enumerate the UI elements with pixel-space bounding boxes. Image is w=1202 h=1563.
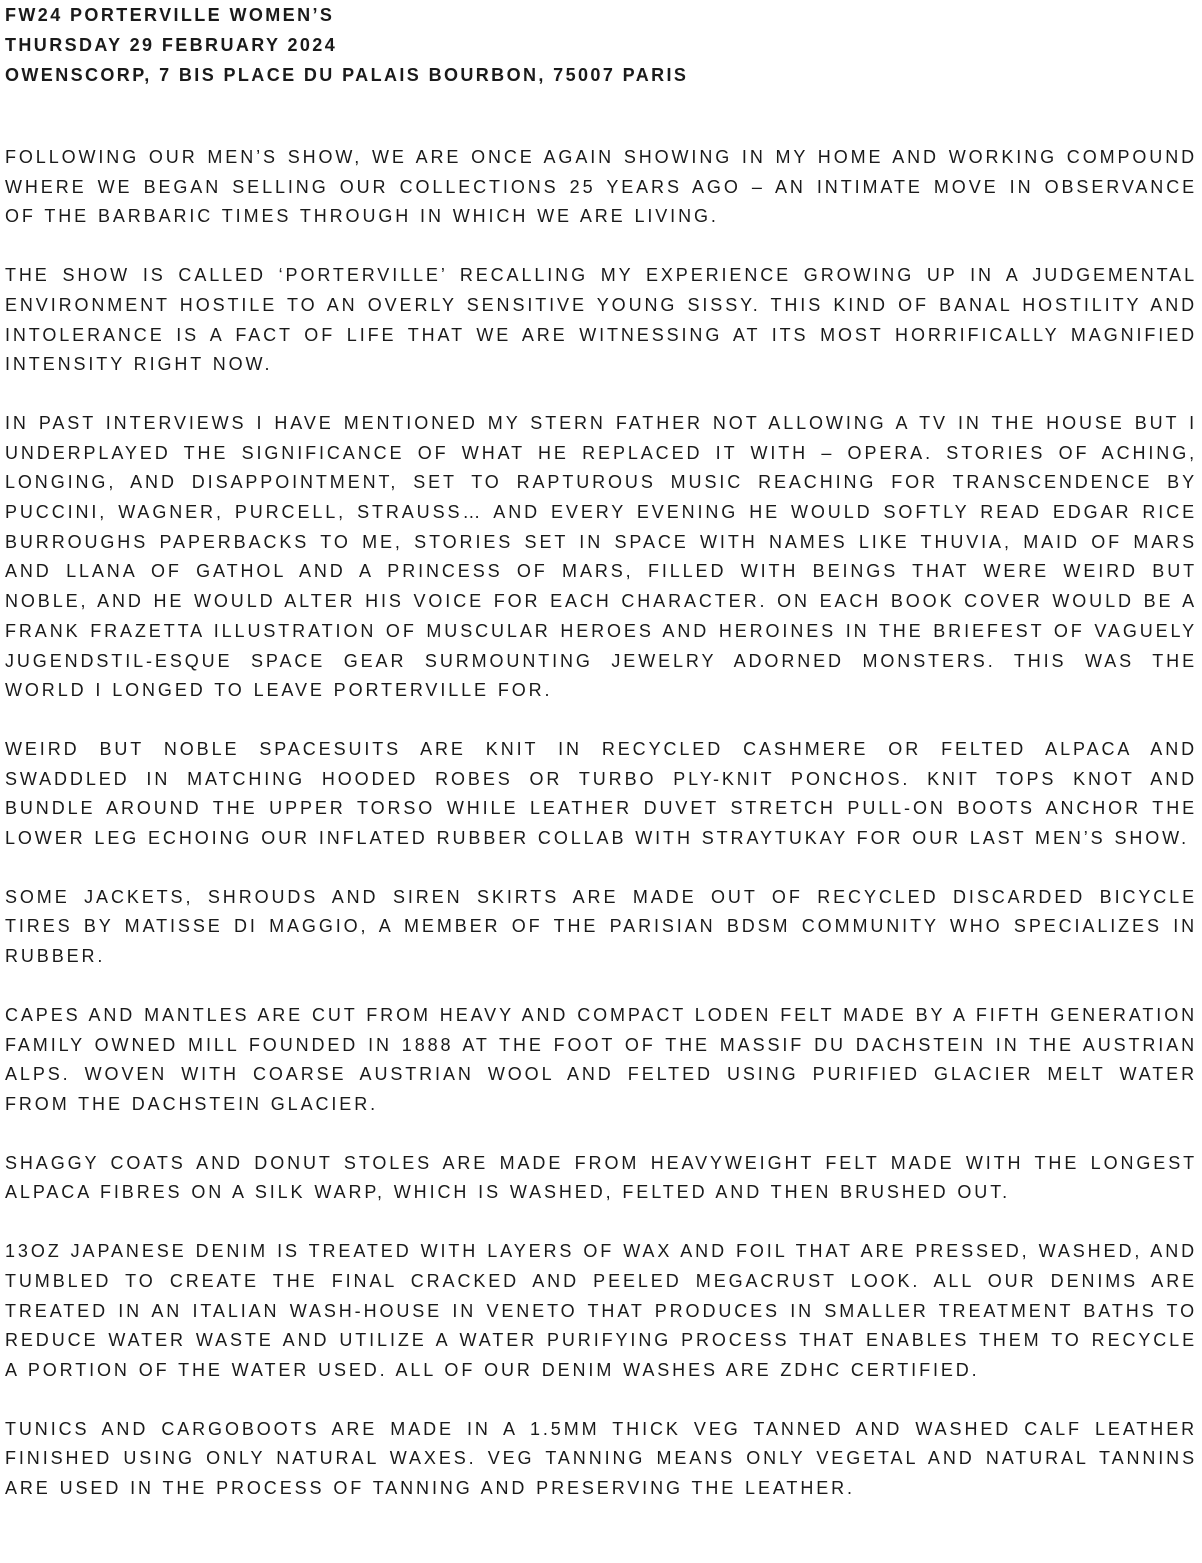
- paragraph-alpaca: SHAGGY COATS AND DONUT STOLES ARE MADE FROM HEAVYWEIGHT FELT MADE WITH THE LONGEST ALPACA FIBRES ON A SILK WARP, WHICH IS WASHED, FELTED AND THEN BRUSHED OUT.: [5, 1152, 1197, 1203]
- paragraph-intro: FOLLOWING OUR MEN’S SHOW, WE ARE ONCE AGAIN SHOWING IN MY HOME AND WORKING COMPOUND WHERE WE BEGAN SELLING OUR COLLECTIONS 25 YEARS AGO – AN INTIMATE MOVE IN OBSERVANCE OF THE BARBARIC TIMES THROUGH IN WHICH WE ARE LIVING.: [5, 147, 1197, 227]
- paragraph-denim: 13OZ JAPANESE DENIM IS TREATED WITH LAYERS OF WAX AND FOIL THAT ARE PRESSED, WASHED, AND TUMBLED TO CREATE THE FINAL CRACKED AND PEELED MEGACRUST LOOK. ALL OUR DENIMS ARE TREATED IN AN ITALIAN WASH-HOUSE IN VENETO THAT PRODUCES IN SMALLER TREATMENT BATHS TO REDUCE WATER WASTE AND UTILIZE A WATER PURIFYING PROCESS THAT ENABLES THEM TO RECYCLE A PORTION OF THE WATER USED. ALL OF OUR DENIM WASHES ARE ZDHC CERTIFIED.: [5, 1241, 1197, 1380]
- show-date: THURSDAY 29 FEBRUARY 2024: [5, 35, 338, 55]
- paragraph-loden-felt: CAPES AND MANTLES ARE CUT FROM HEAVY AND COMPACT LODEN FELT MADE BY A FIFTH GENERATION FAMILY OWNED MILL FOUNDED IN 1888 AT THE FOOT OF THE MASSIF DU DACHSTEIN IN THE AUSTRIAN ALPS. WOVEN WITH COARSE AUSTRIAN WOOL AND FELTED USING PURIFIED GLACIER MELT WATER FROM THE DACHSTEIN GLACIER.: [5, 1004, 1197, 1114]
- paragraph-spacesuits: WEIRD BUT NOBLE SPACESUITS ARE KNIT IN RECYCLED CASHMERE OR FELTED ALPACA AND SWADDLED IN MATCHING HOODED ROBES OR TURBO PLY-KNIT PONCHOS. KNIT TOPS KNOT AND BUNDLE AROUND THE UPPER TORSO WHILE LEATHER DUVET STRETCH PULL-ON BOOTS ANCHOR THE LOWER LEG ECHOING OUR INFLATED RUBBER COLLAB WITH STRAYTUKAY FOR OUR LAST MEN’S SHOW.: [5, 738, 1197, 849]
- press-release-page: [5, 0, 1197, 1533]
- show-venue-address: OWENSCORP, 7 BIS PLACE DU PALAIS BOURBON, 75007 PARIS: [5, 65, 689, 85]
- paragraph-opera-memories: IN PAST INTERVIEWS I HAVE MENTIONED MY STERN FATHER NOT ALLOWING A TV IN THE HOUSE BUT I UNDERPLAYED THE SIGNIFICANCE OF WHAT HE REPLACED IT WITH – OPERA. STORIES OF ACHING, LONGING, AND DISAPPOINTMENT, SET TO RAPTUROUS MUSIC REACHING FOR TRANSCENDENCE BY PUCCINI, WAGNER, PURCELL, STRAUSS… AND EVERY EVENING HE WOULD SOFTLY READ EDGAR RICE BURROUGHS PAPERBACKS TO ME, STORIES SET IN SPACE WITH NAMES LIKE THUVIA, MAID OF MARS AND LLANA OF GATHOL AND A PRINCESS OF MARS, FILLED WITH BEINGS THAT WERE WEIRD BUT NOBLE, AND HE WOULD ALTER HIS VOICE FOR EACH CHARACTER. ON EACH BOOK COVER WOULD BE A FRANK FRAZETTA ILLUSTRATION OF MUSCULAR HEROES AND HEROINES IN THE BRIEFEST OF VAGUELY JUGENDSTIL-ESQUE SPACE GEAR SURMOUNTING JEWELRY ADORNED MONSTERS. THIS WAS THE WORLD I LONGED TO LEAVE PORTERVILLE FOR.: [5, 412, 1197, 701]
- paragraph-leather: TUNICS AND CARGOBOOTS ARE MADE IN A 1.5MM THICK VEG TANNED AND WASHED CALF LEATHER FINISHED USING ONLY NATURAL WAXES. VEG TANNING MEANS ONLY VEGETAL AND NATURAL TANNINS ARE USED IN THE PROCESS OF TANNING AND PRESERVING THE LEATHER.: [5, 1418, 1197, 1499]
- press-release-body: [5, 143, 1197, 1504]
- show-title: FW24 PORTERVILLE WOMEN’S: [5, 5, 335, 25]
- paragraph-porterville: THE SHOW IS CALLED ‘PORTERVILLE’ RECALLING MY EXPERIENCE GROWING UP IN A JUDGEMENTAL ENVIRONMENT HOSTILE TO AN OVERLY SENSITIVE YOUNG SISSY. THIS KIND OF BANAL HOSTILITY AND INTOLERANCE IS A FACT OF LIFE THAT WE ARE WITNESSING AT ITS MOST HORRIFICALLY MAGNIFIED INTENSITY RIGHT NOW.: [5, 265, 1197, 375]
- paragraph-rubber: SOME JACKETS, SHROUDS AND SIREN SKIRTS ARE MADE OUT OF RECYCLED DISCARDED BICYCLE TIRES BY MATISSE DI MAGGIO, A MEMBER OF THE PARISIAN BDSM COMMUNITY WHO SPECIALIZES IN RUBBER.: [5, 886, 1197, 967]
- event-header: [5, 0, 1197, 90]
